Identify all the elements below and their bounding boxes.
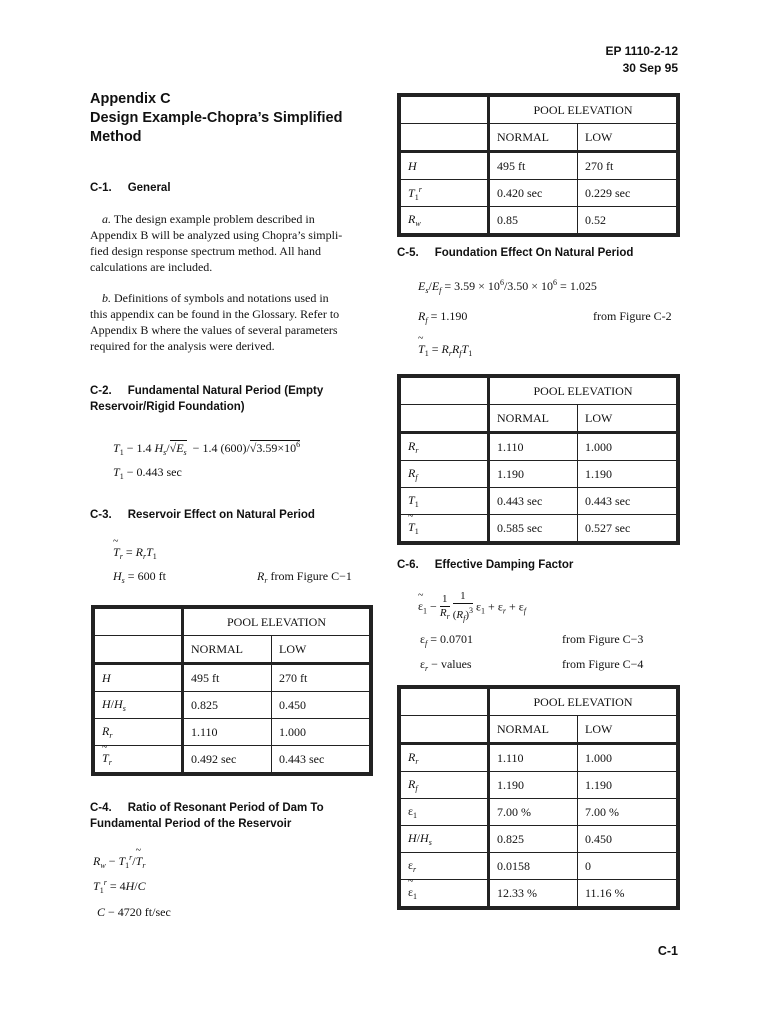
c2-equation-1: $T_1 - 1.4$ $H_s/√E_s - 1.4$ $(600)/√3.59\times 10^6$ bbox=[113, 440, 301, 457]
table-row: $H/H_s$ 0.825 0.450 bbox=[399, 826, 678, 853]
table4-col-low: LOW bbox=[578, 716, 679, 744]
table-row: $R_r$ 1.110 1.000 bbox=[93, 719, 371, 746]
c6-equation-1: ~ $\varepsilon_1$ − $\frac{1}{R_r}$ $\frac{1}{(R_f)^3}$ $\varepsilon_1 + \varepsilon_r + \varepsilon_f$ bbox=[418, 590, 526, 625]
table2-group-header: POOL ELEVATION bbox=[489, 95, 679, 124]
table4-group-header: POOL ELEVATION bbox=[489, 687, 679, 716]
table1-col-normal: NORMAL bbox=[183, 636, 272, 664]
table2-col-normal: NORMAL bbox=[489, 124, 578, 152]
c6-equation-3: $\varepsilon_r$ − values bbox=[420, 657, 472, 673]
table-row: ~ $T_1$ 0.585 sec 0.527 sec bbox=[399, 515, 678, 544]
c3-rr-note: $R_r$ from Figure C−1 bbox=[257, 569, 352, 585]
appendix-title bbox=[90, 90, 342, 147]
section-c4-heading: C-4. Ratio of Resonant Period of Dam To Fundamental Period of the Reservoir bbox=[90, 802, 324, 830]
section-c2-heading: C-2. Fundamental Natural Period (Empty Reservoir/Rigid Foundation) bbox=[90, 385, 324, 413]
table-row: H 495 ft 270 ft bbox=[93, 664, 371, 692]
c3-equation-2: $H_s = 600$ ft bbox=[113, 569, 166, 585]
table-row: ~ $T_r$ 0.492 sec 0.443 sec bbox=[93, 746, 371, 775]
table-row: $R_f$ 1.190 1.190 bbox=[399, 461, 678, 488]
c2-equation-2: $T_1 - 0.443$ sec bbox=[113, 465, 182, 481]
doc-date: 30 Sep 95 bbox=[622, 61, 678, 75]
doc-id: EP 1110-2-12 bbox=[605, 44, 678, 58]
section-c1-heading: C-1. General bbox=[90, 182, 171, 194]
section-c3-heading: C-3. Reservoir Effect on Natural Period bbox=[90, 509, 315, 521]
appendix-title-line2: Design Example-Chopra’s Simplified bbox=[90, 110, 343, 126]
section-c6-heading: C-6. Effective Damping Factor bbox=[397, 559, 574, 571]
appendix-title-line3: Method bbox=[90, 129, 142, 145]
table-row: $H/H_s$ 0.825 0.450 bbox=[93, 692, 371, 719]
table-row: $\varepsilon_r$ 0.0158 0 bbox=[399, 853, 678, 880]
appendix-title-line1: Appendix C bbox=[90, 91, 171, 107]
doc-header bbox=[605, 43, 678, 77]
table-row: $R_r$ 1.110 1.000 bbox=[399, 433, 678, 461]
table1-group-header: POOL ELEVATION bbox=[183, 607, 372, 636]
table-row: $T_1^r$ 0.420 sec 0.229 sec bbox=[399, 180, 678, 207]
c6-er-note: from Figure C−4 bbox=[562, 657, 644, 671]
c6-ef-note: from Figure C−3 bbox=[562, 632, 644, 646]
table3-col-normal: NORMAL bbox=[489, 405, 578, 433]
table4-col-normal: NORMAL bbox=[489, 716, 578, 744]
table-reservoir-effect bbox=[91, 605, 373, 776]
page-number: C-1 bbox=[657, 944, 678, 958]
table-row: $T_1$ 0.443 sec 0.443 sec bbox=[399, 488, 678, 515]
table-damping-factor bbox=[397, 685, 680, 910]
table2-col-low: LOW bbox=[578, 124, 679, 152]
c5-equation-2: $R_f = 1.190$ bbox=[418, 309, 468, 325]
table-row: $R_f$ 1.190 1.190 bbox=[399, 772, 678, 799]
c5-equation-1: $E_s/E_f = 3.59 \times 10^6/3.50 \times 10^6 = 1.025$ bbox=[418, 278, 597, 295]
c1-para-b: b. Definitions of symbols and notations used in this appendix can be found in the Glossary. Refer to Appendix B where the values of several parameters required for the analysis were derived. bbox=[90, 291, 340, 353]
table1-col-low: LOW bbox=[272, 636, 372, 664]
c1-para-a: a. The design example problem described in Appendix B will be analyzed using Chopra’s simpli- fied design response spectrum method. All hand calculations are included. bbox=[90, 212, 343, 274]
table-row: $\varepsilon_1$ 7.00 % 7.00 % bbox=[399, 799, 678, 826]
c4-equation-3: C − 4720 ft/sec bbox=[97, 905, 171, 919]
table3-col-low: LOW bbox=[578, 405, 679, 433]
table-row: $R_w$ 0.85 0.52 bbox=[399, 207, 678, 236]
table-row: $R_r$ 1.110 1.000 bbox=[399, 744, 678, 772]
para-b-label: b. bbox=[102, 291, 111, 305]
para-a-label: a. bbox=[102, 212, 111, 226]
c5-equation-3: ~ $T_1 = R_rR_fT_1$ bbox=[418, 342, 472, 358]
table3-group-header: POOL ELEVATION bbox=[489, 376, 679, 405]
section-c5-heading: C-5. Foundation Effect On Natural Period bbox=[397, 247, 634, 259]
c3-equation-1: ~ $T_r = R_rT_1$ bbox=[113, 545, 157, 561]
table-row: H 495 ft 270 ft bbox=[399, 152, 678, 180]
c6-equation-2: $\varepsilon_f = 0.0701$ bbox=[420, 632, 474, 648]
table-resonant-period bbox=[397, 93, 680, 237]
table-row: ~ $\varepsilon_1$ 12.33 % 11.16 % bbox=[399, 880, 678, 909]
table-foundation-effect bbox=[397, 374, 680, 545]
c4-equation-2: $T_1^r = 4H/C$ bbox=[93, 878, 146, 895]
c4-equation-1: $R_w$ − $T_1^r/\sim$ $T_r$ bbox=[93, 853, 145, 870]
c5-rf-note: from Figure C-2 bbox=[593, 309, 672, 323]
